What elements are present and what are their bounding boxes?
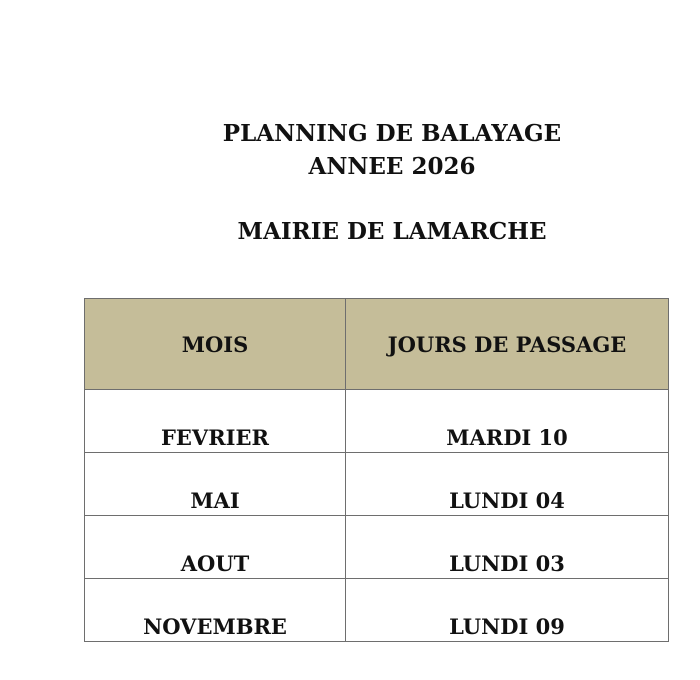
day-cell: LUNDI 03	[346, 516, 669, 579]
month-cell: NOVEMBRE	[85, 579, 346, 642]
column-header-days: JOURS DE PASSAGE	[346, 299, 669, 390]
day-cell: LUNDI 04	[346, 453, 669, 516]
document-year: ANNEE 2026	[308, 153, 476, 180]
month-cell: MAI	[85, 453, 346, 516]
day-cell: MARDI 10	[346, 390, 669, 453]
table-header-row	[85, 299, 669, 390]
day-cell: LUNDI 09	[346, 579, 669, 642]
document-title: PLANNING DE BALAYAGE	[222, 120, 562, 147]
document-organization: MAIRIE DE LAMARCHE	[237, 218, 547, 245]
month-cell: FEVRIER	[85, 390, 346, 453]
column-header-month: MOIS	[85, 299, 346, 390]
month-cell: AOUT	[85, 516, 346, 579]
schedule-table	[84, 298, 669, 642]
table-row	[85, 516, 669, 579]
table-row	[85, 453, 669, 516]
table-row	[85, 579, 669, 642]
table-row	[85, 390, 669, 453]
